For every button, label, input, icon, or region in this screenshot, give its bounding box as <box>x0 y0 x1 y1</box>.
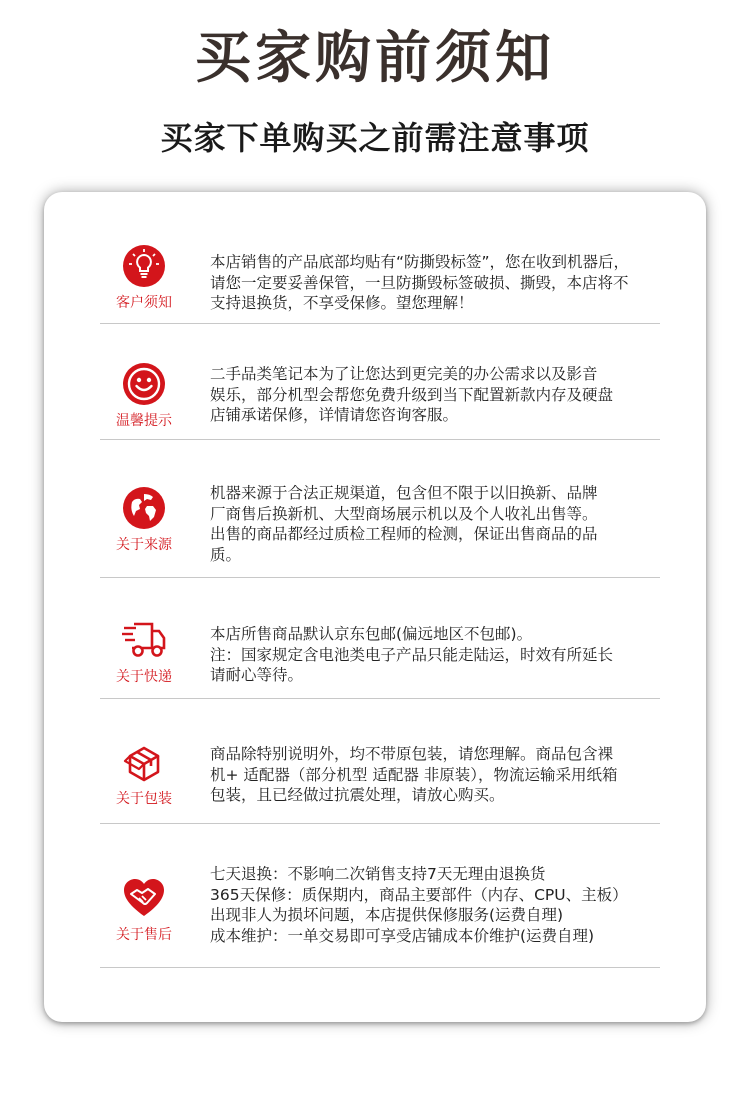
section-label: 关于售后 <box>116 927 172 943</box>
text-line: 365天保修：质保期内，商品主要部件（内存、CPU、主板） <box>210 885 628 904</box>
divider <box>100 967 660 968</box>
text-line: 请耐心等待。 <box>210 666 304 684</box>
divider <box>100 698 660 699</box>
text-line: 出现非人为损坏问题，本店提供保修服务(运费自理) <box>210 906 564 924</box>
smiley-icon <box>122 362 166 406</box>
divider <box>100 323 660 324</box>
text-line: 娱乐，部分机型会帮您免费升级到当下配置新款内存及硬盘 <box>210 385 614 404</box>
page-subtitle: 买家下单购买之前需注意事项 <box>160 119 590 157</box>
section-text <box>210 252 660 314</box>
text-line: 机+ 适配器（部分机型 适配器 非原装），物流运输采用纸箱 <box>210 765 618 784</box>
text-line: 包装，且已经做过抗震处理，请放心购买。 <box>210 786 505 804</box>
text-line: 商品除特别说明外，均不带原包装，请您理解。商品包含裸 <box>210 745 614 763</box>
text-line: 质。 <box>210 545 242 564</box>
notice-card <box>44 192 706 1022</box>
text-line: 七天退换：不影响二次销售支持7天无理由退换货 <box>210 865 546 883</box>
text-line: 出售的商品都经过质检工程师的检测，保证出售商品的品 <box>210 525 598 543</box>
text-line: 机器来源于合法正规渠道，包含但不限于以旧换新、品牌 <box>210 484 598 502</box>
text-line: 本店销售的产品底部均贴有“防撕毁标签”，您在收到机器后， <box>210 253 630 271</box>
divider <box>100 577 660 578</box>
text-line: 本店所售商品默认京东包邮(偏远地区不包邮)。 <box>210 625 533 643</box>
section-label: 关于包装 <box>116 791 172 807</box>
text-line: 支持退换货，不享受保修。望您理解！ <box>210 294 474 312</box>
text-line: 成本维护：一单交易即可享受店铺成本价维护(运费自理) <box>210 926 595 945</box>
text-line: 注：国家规定含电池类电子产品只能走陆运，时效有所延长 <box>210 645 614 664</box>
divider <box>100 823 660 824</box>
section-label: 关于来源 <box>116 537 172 553</box>
section-text <box>210 483 660 565</box>
text-line: 厂商售后换新机、大型商场展示机以及个人收礼出售等。 <box>210 504 598 523</box>
globe-icon <box>122 486 166 530</box>
section-label: 关于快递 <box>116 669 172 685</box>
text-line: 二手品类笔记本为了让您达到更完美的办公需求以及影音 <box>210 365 598 383</box>
lightbulb-icon <box>122 244 166 288</box>
section-text <box>210 864 660 946</box>
page-title: 买家购前须知 <box>195 26 555 91</box>
text-line: 店铺承诺保修，详情请您咨询客服。 <box>210 406 459 424</box>
delivery-truck-icon <box>122 618 166 662</box>
section-text <box>210 744 660 806</box>
text-line: 请您一定要妥善保管，一旦防撕毁标签破损、撕毁，本店将不 <box>210 273 629 292</box>
section-label: 温馨提示 <box>116 413 172 429</box>
section-text <box>210 364 660 426</box>
divider <box>100 439 660 440</box>
section-text <box>210 624 660 686</box>
section-label: 客户须知 <box>116 295 172 311</box>
heart-handshake-icon <box>122 876 166 920</box>
package-box-icon <box>122 740 166 784</box>
